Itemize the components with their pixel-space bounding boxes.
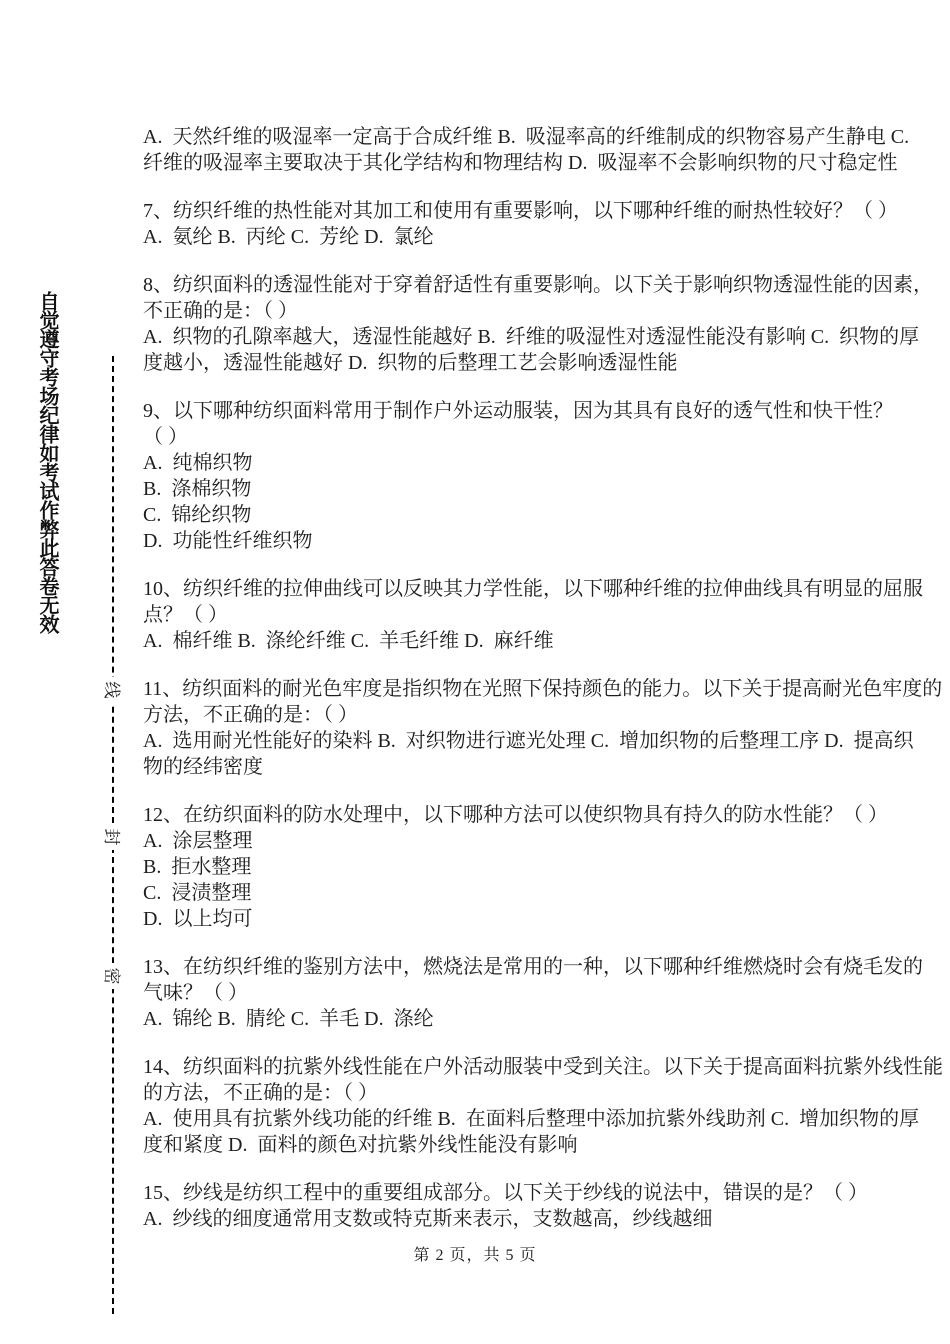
question-line: 纤维的吸湿率主要取决于其化学结构和物理结构 D. 吸湿率不会影响织物的尺寸稳定性	[143, 152, 898, 174]
question-line: 14、纺织面料的抗紫外线性能在户外活动服装中受到关注。以下关于提高面料抗紫外线性能	[143, 1056, 943, 1078]
question-line: C. 锦纶织物	[143, 504, 252, 526]
question-line: A. 纱线的细度通常用支数或特克斯来表示，支数越高，纱线越细	[143, 1208, 713, 1230]
question-block	[143, 272, 943, 376]
question-block	[143, 954, 943, 1032]
question-line: 15、纱线是纺织工程中的重要组成部分。以下关于纱线的说法中，错误的是？（ ）	[143, 1182, 868, 1204]
question-line: D. 以上均可	[143, 908, 253, 930]
question-line: 点？（ ）	[143, 604, 228, 626]
question-line: 13、在纺织纤维的鉴别方法中，燃烧法是常用的一种，以下哪种纤维燃烧时会有烧毛发的	[143, 956, 923, 978]
question-line: 的方法，不正确的是：（ ）	[143, 1082, 378, 1104]
question-line: 方法，不正确的是：（ ）	[143, 704, 358, 726]
question-line: A. 锦纶 B. 腈纶 C. 羊毛 D. 涤纶	[143, 1008, 434, 1030]
question-line: A. 天然纤维的吸湿率一定高于合成纤维 B. 吸湿率高的纤维制成的织物容易产生静电 C.	[143, 126, 910, 148]
question-block	[143, 198, 943, 250]
question-block	[143, 1054, 943, 1158]
question-block	[143, 676, 943, 780]
question-line: C. 浸渍整理	[143, 882, 252, 904]
question-block	[143, 1180, 943, 1232]
question-line: 10、纺织纤维的拉伸曲线可以反映其力学性能，以下哪种纤维的拉伸曲线具有明显的屈服	[143, 578, 923, 600]
question-line: A. 纯棉织物	[143, 452, 253, 474]
question-line: 不正确的是：（ ）	[143, 300, 298, 322]
question-line: 7、纺织纤维的热性能对其加工和使用有重要影响，以下哪种纤维的耐热性较好？（ ）	[143, 200, 898, 222]
question-block	[143, 124, 943, 176]
question-line: 物的经纬密度	[143, 756, 263, 778]
question-line: A. 氨纶 B. 丙纶 C. 芳纶 D. 氯纶	[143, 226, 434, 248]
question-line: 12、在纺织面料的防水处理中，以下哪种方法可以使织物具有持久的防水性能？（ ）	[143, 804, 888, 826]
question-line: B. 拒水整理	[143, 856, 252, 878]
question-line: A. 棉纤维 B. 涤纶纤维 C. 羊毛纤维 D. 麻纤维	[143, 630, 554, 652]
exam-discipline-notice-vertical: 自觉遵守考场纪律如考试作弊此答卷无效	[36, 291, 58, 633]
question-block	[143, 398, 943, 554]
question-line: 气味？（ ）	[143, 982, 248, 1004]
question-line: A. 选用耐光性能好的染料 B. 对织物进行遮光处理 C. 增加织物的后整理工序 D. 提高织	[143, 730, 914, 752]
seal-line	[102, 356, 122, 1314]
question-line: A. 涂层整理	[143, 830, 253, 852]
question-line: A. 织物的孔隙率越大，透湿性能越好 B. 纤维的吸湿性对透湿性能没有影响 C. 织物的厚	[143, 326, 920, 348]
question-line: （ ）	[143, 426, 188, 448]
question-block	[143, 802, 943, 932]
seal-line-char-feng: 封	[100, 824, 128, 850]
seal-line-char-mi: 密	[100, 963, 128, 989]
question-line: 度越小，透湿性能越好 D. 织物的后整理工艺会影响透湿性能	[143, 352, 678, 374]
question-line: B. 涤棉织物	[143, 478, 252, 500]
question-line: 11、纺织面料的耐光色牢度是指织物在光照下保持颜色的能力。以下关于提高耐光色牢度的	[143, 678, 943, 700]
questions-area	[143, 124, 943, 1254]
question-line: 9、以下哪种纺织面料常用于制作户外运动服装，因为其具有良好的透气性和快干性？	[143, 400, 893, 422]
question-line: 度和紧度 D. 面料的颜色对抗紫外线性能没有影响	[143, 1134, 578, 1156]
page-footer: 第 2 页，共 5 页	[413, 1247, 537, 1264]
seal-line-char-xian: 线	[100, 677, 128, 703]
question-line: 8、纺织面料的透湿性能对于穿着舒适性有重要影响。以下关于影响织物透湿性能的因素，	[143, 274, 933, 296]
question-block	[143, 576, 943, 654]
question-line: A. 使用具有抗紫外线功能的纤维 B. 在面料后整理中添加抗紫外线助剂 C. 增加织物的厚	[143, 1108, 920, 1130]
question-line: D. 功能性纤维织物	[143, 530, 313, 552]
